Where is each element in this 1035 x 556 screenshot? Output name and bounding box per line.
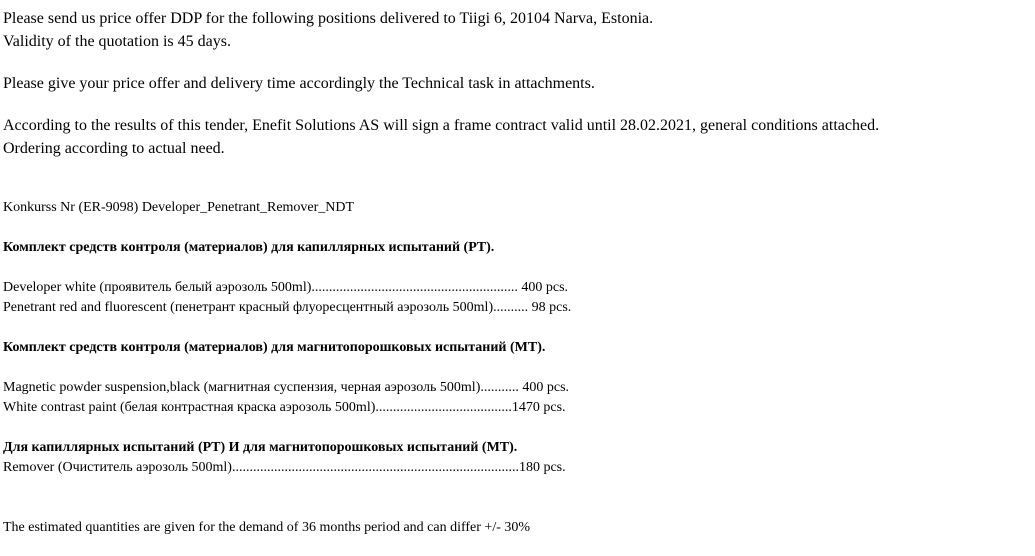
item-remover: Remover (Очиститель аэрозоль 500ml)..................................................................................180 pcs. bbox=[3, 460, 566, 475]
intro-delivery-line: Please send us price offer DDP for the following positions delivered to Tiigi 6, 20104 Narva, Estonia. bbox=[3, 10, 654, 27]
intro-ordering-line: Ordering according to actual need. bbox=[3, 140, 225, 157]
intro-validity-line: Validity of the quotation is 45 days. bbox=[3, 33, 231, 50]
tender-title: Konkurss Nr (ER-9098) Developer_Penetrant_Remover_NDT bbox=[3, 200, 355, 215]
section-mt-heading: Комплект средств контроля (материалов) для магнитопорошковых испытаний (MT). bbox=[3, 340, 546, 355]
section-pt-heading: Комплект средств контроля (материалов) для капиллярных испытаний (PT). bbox=[3, 240, 495, 255]
item-magnetic-powder: Magnetic powder suspension,black (магнитная суспензия, черная аэрозоль 500ml)........... 400 pcs. bbox=[3, 380, 570, 395]
intro-contract-line: According to the results of this tender, Enefit Solutions AS will sign a frame contract valid until 28.02.2021, general conditions attached. bbox=[3, 117, 880, 134]
section-pt-mt-heading: Для капиллярных испытаний (PT) И для магнитопорошковых испытаний (MT). bbox=[3, 440, 518, 455]
item-penetrant-red: Penetrant red and fluorescent (пенетрант красный флуоресцентный аэрозоль 500ml).......... 98 pcs. bbox=[3, 300, 572, 315]
intro-price-request-line: Please give your price offer and delivery time accordingly the Technical task in attachments. bbox=[3, 75, 595, 92]
item-developer-white: Developer white (проявитель белый аэрозоль 500ml)........................................................... 400 pcs. bbox=[3, 280, 569, 295]
footer-quantity-note: The estimated quantities are given for the demand of 36 months period and can differ +/- 30% bbox=[3, 520, 531, 535]
item-white-contrast-paint: White contrast paint (белая контрастная краска аэрозоль 500ml).......................................1470 pcs. bbox=[3, 400, 566, 415]
